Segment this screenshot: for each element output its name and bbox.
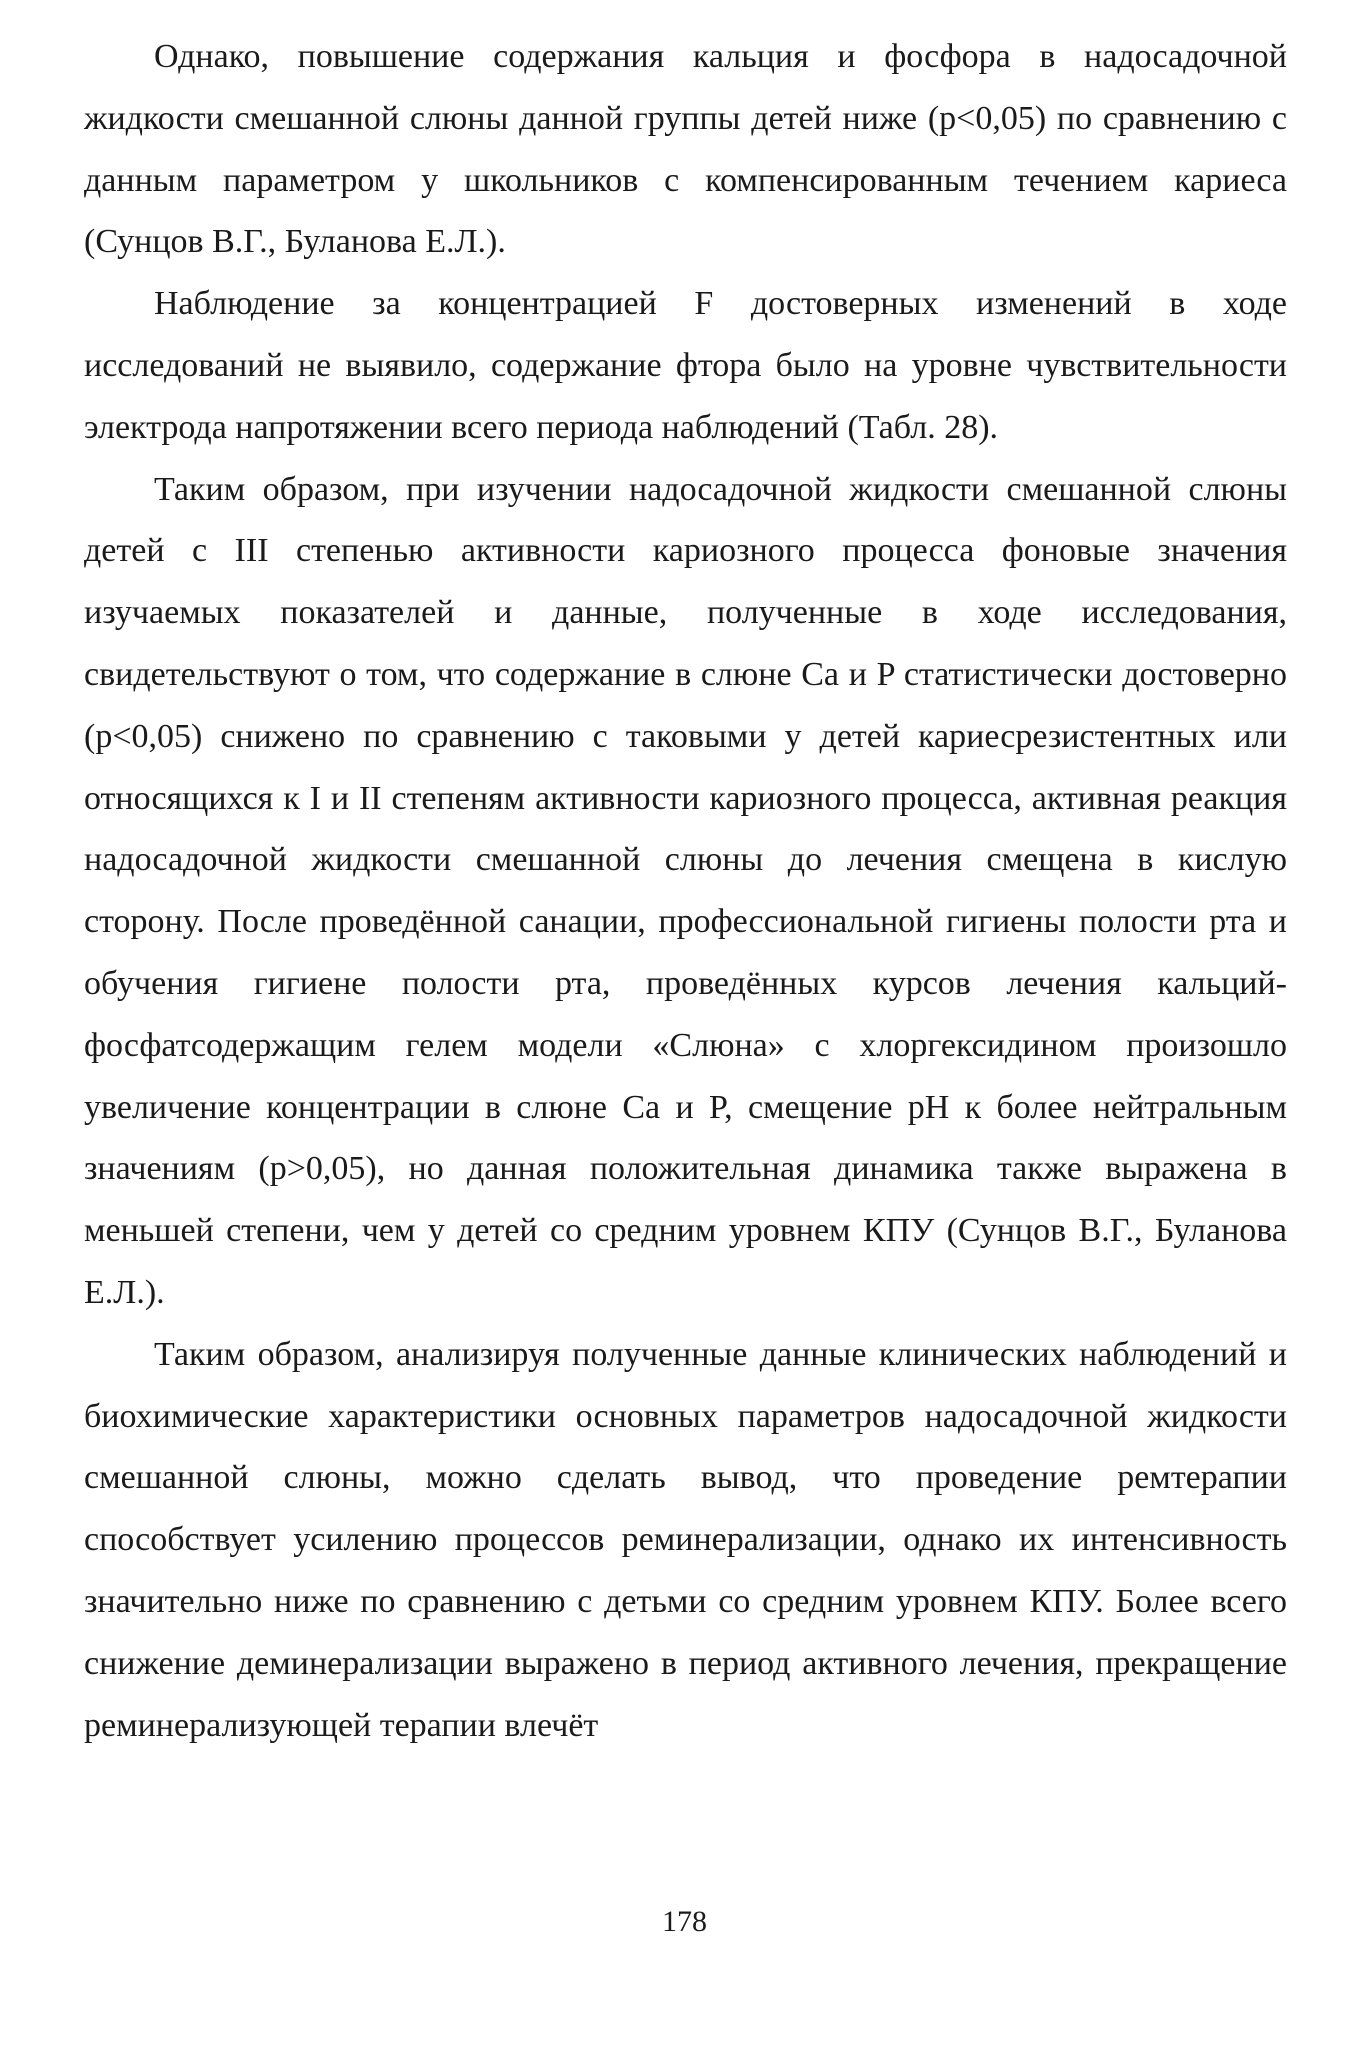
body-text: [84, 26, 1287, 1756]
paragraph-1: Однако, повышение содержания кальция и фосфора в надосадочной жидкости смешанной слюны данной группы детей ниже (p<0,05) по сравнению с данным параметром у школьников с компенсированным течением кариеса (Сунцов В.Г., Буланова Е.Л.).: [84, 38, 1287, 261]
paragraph-3: Таким образом, при изучении надосадочной жидкости смешанной слюны детей с III степенью активности кариозного процесса фоновые значения изучаемых показателей и данные, полученные в ходе исследования, свидетельствуют о том, что содержание в слюне Ca и P статистически достоверно (p<0,05) снижено по сравнению с таковыми у детей кариесрезистентных или относящихся к I и II степеням активности кариозного процесса, активная реакция надосадочной жидкости смешанной слюны до лечения смещена в кислую сторону. После проведённой санации, профессиональной гигиены полости рта и обучения гигиене полости рта, проведённых курсов лечения кальций-фосфатсодержащим гелем модели «Слюна» с хлоргексидином произошло увеличение концентрации в слюне Ca и P, смещение pH к более нейтральным значениям (p>0,05), но данная положительная динамика также выражена в меньшей степени, чем у детей со средним уровнем КПУ (Сунцов В.Г., Буланова Е.Л.).: [84, 470, 1287, 1311]
paragraph-2: Наблюдение за концентрацией F достоверных изменений в ходе исследований не выявило, содержание фтора было на уровне чувствительности электрода напротяжении всего периода наблюдений (Табл. 28).: [84, 285, 1287, 446]
page-number: 178: [662, 1905, 707, 1938]
paragraph-4: Таким образом, анализируя полученные данные клинических наблюдений и биохимические характеристики основных параметров надосадочной жидкости смешанной слюны, можно сделать вывод, что проведение ремтерапии способствует усилению процессов реминерализации, однако их интенсивность значительно ниже по сравнению с детьми со средним уровнем КПУ. Более всего снижение деминерализации выражено в период активного лечения, прекращение реминерализующей терапии влечёт: [84, 1335, 1287, 1744]
